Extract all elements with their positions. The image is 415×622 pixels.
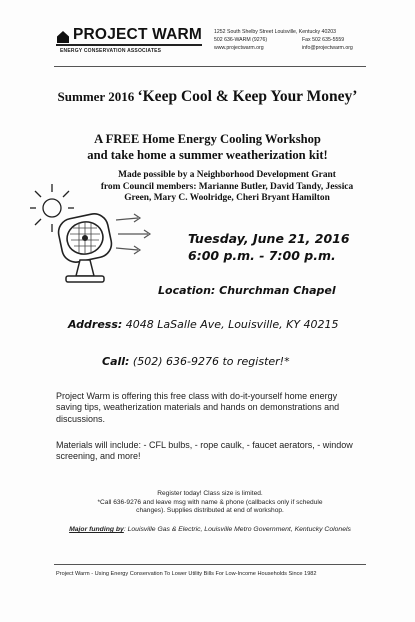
register-line-2: *Call 636-9276 and leave msg with name & phone (callbacks only if schedule — [97, 498, 323, 506]
grant-line-3: Green, Mary C. Woolridge, Cheri Bryant Hamilton — [124, 193, 330, 203]
call-value: (502) 636-9276 to register!* — [129, 355, 290, 368]
house-logo-icon — [56, 30, 70, 44]
event-location: Location: Churchman Chapel — [158, 284, 336, 297]
logo-underline — [56, 44, 202, 46]
workshop-line-1: A FREE Home Energy Cooling Workshop — [94, 132, 321, 146]
address-value: 4048 LaSalle Ave, Louisville, KY 40215 — [122, 318, 339, 331]
grant-line-1: Made possible by a Neighborhood Development Grant — [118, 170, 336, 180]
funding-credit — [60, 525, 360, 534]
description-paragraph: Project Warm is offering this free class with do-it-yourself home energy saving tips, weatherization materials and hands on demonstrations and discussions. — [56, 391, 340, 424]
fan-sun-clipart-icon — [30, 178, 160, 290]
org-subtitle: ENERGY CONSERVATION ASSOCIATES — [60, 48, 162, 54]
grant-line-2: from Council members: Marianne Butler, David Tandy, Jessica — [100, 181, 354, 192]
org-website: www.projectwarm.org — [214, 45, 264, 51]
org-phone: 502 636-WARM (9276) — [214, 37, 268, 43]
footer-tagline: Project Warm - Using Energy Conservation To Lower Utility Bills For Low-Income Households Since 1982 — [56, 571, 317, 577]
register-line-3: changes). Supplies distributed at end of workshop. — [136, 507, 284, 515]
event-address — [68, 318, 339, 331]
org-fax: Fax 502 635-5559 — [302, 37, 345, 43]
registration-note — [60, 490, 360, 516]
title-quote: ‘Keep Cool & Keep Your Money’ — [137, 88, 358, 105]
event-date: Tuesday, June 21, 2016 — [188, 231, 350, 246]
org-email: info@projectwarm.org — [302, 45, 353, 51]
event-time: 6:00 p.m. - 7:00 p.m. — [188, 248, 336, 263]
header-divider — [54, 66, 366, 67]
event-datetime — [188, 230, 350, 264]
org-name: PROJECT WARM — [73, 26, 202, 43]
footer-divider — [54, 564, 366, 565]
register-line-1: Register today! Class size is limited. — [157, 490, 263, 497]
workshop-line-2: and take home a summer weatherization kit! — [87, 148, 328, 162]
org-address: 1252 South Shelby Street Louisville, Kentucky 40203 — [214, 29, 336, 35]
register-call — [102, 355, 290, 368]
org-contact — [214, 28, 353, 52]
workshop-heading — [0, 131, 415, 163]
flyer-title — [0, 88, 415, 106]
funding-label: Major funding by — [69, 526, 124, 533]
funding-text: : Louisville Gas & Electric, Louisville Metro Government, Kentucky Colonels — [123, 526, 351, 533]
call-label: Call: — [102, 355, 130, 368]
address-label: Address: — [68, 318, 123, 331]
title-prefix: Summer 2016 — [57, 89, 138, 104]
materials-paragraph: Materials will include: - CFL bulbs, - rope caulk, - faucet aerators, - window screening, and more! — [56, 440, 353, 462]
letterhead — [56, 24, 366, 64]
